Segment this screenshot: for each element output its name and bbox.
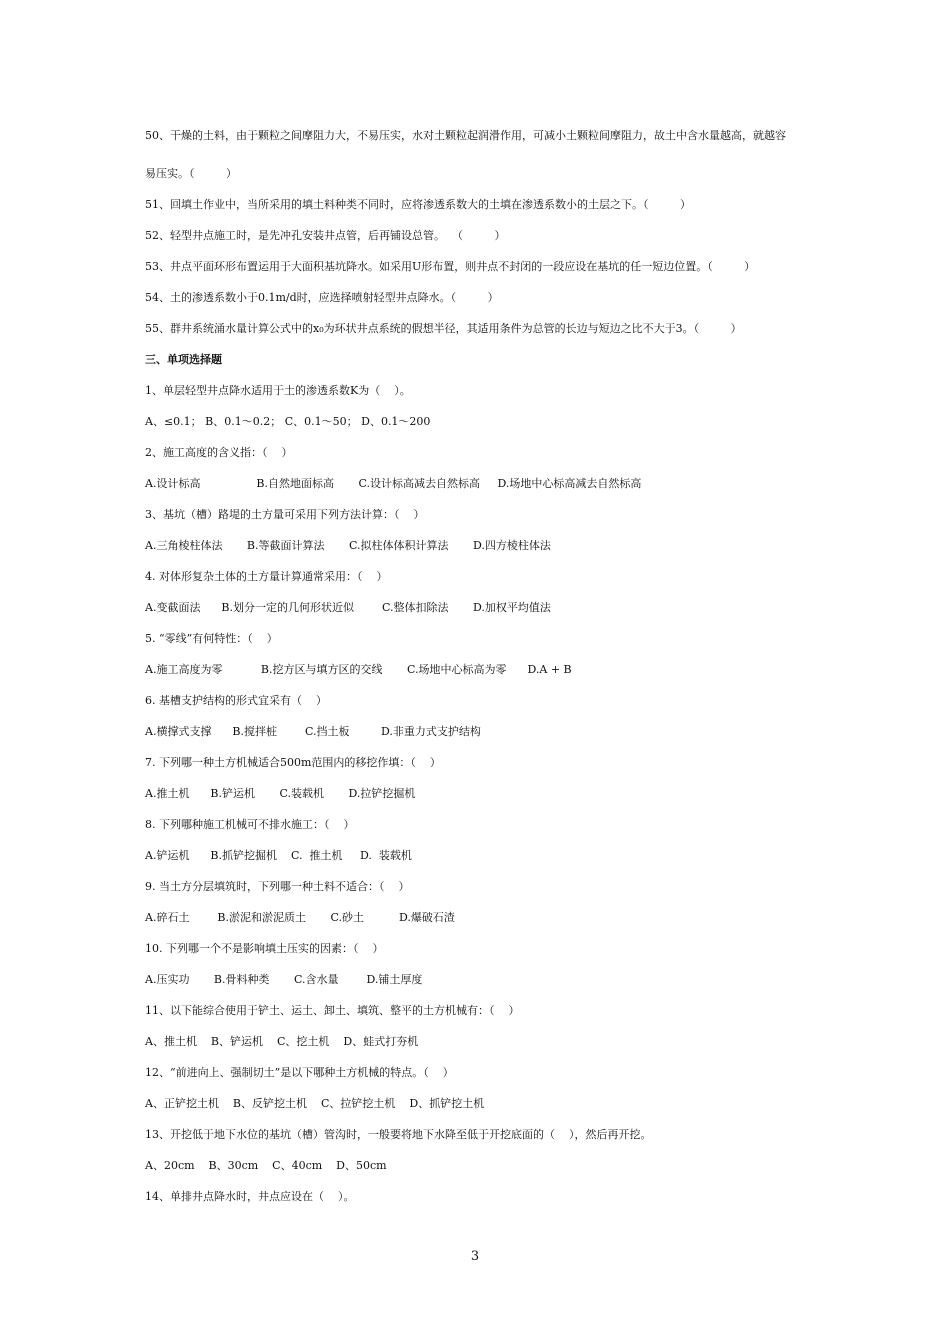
question-50-line-1: 50、干燥的土料，由于颗粒之间摩阻力大，不易压实，水对土颗粒起润滑作用，可减小土颗粒间摩阻力，故土中含水量越高，就越容 [145, 129, 786, 142]
question-52: 52、轻型井点施工时，是先冲孔安装井点管，后再铺设总管。 （ ） [145, 229, 506, 242]
question-55: 55、群井系统涌水量计算公式中的x₀为环状井点系统的假想半径，其适用条件为总管的长边与短边之比不大于3。（ ） [145, 322, 742, 335]
mc-question-11: 11、以下能综合使用于铲土、运土、卸土、填筑、整平的土方机械有：（ ） [145, 1004, 520, 1017]
mc-question-2: 2、施工高度的含义指：（ ） [145, 446, 293, 459]
question-50-line-2: 易压实。（ ） [145, 167, 237, 180]
mc-question-7: 7. 下列哪一种土方机械适合500m范围内的移挖作填：（ ） [145, 756, 441, 769]
question-54: 54、土的渗透系数小于0.1m/d时，应选择喷射轻型井点降水。（ ） [145, 291, 499, 304]
mc-options-8: A.铲运机 B.抓铲挖掘机 C. 推土机 D. 装载机 [145, 849, 412, 862]
question-51: 51、回填土作业中，当所采用的填土料种类不同时，应将渗透系数大的土填在渗透系数小的土层之下。（ ） [145, 198, 691, 211]
mc-options-3: A.三角棱柱体法 B.等截面计算法 C.拟柱体体积计算法 D.四方棱柱体法 [145, 539, 551, 552]
mc-options-10: A.压实功 B.骨料种类 C.含水量 D.铺土厚度 [145, 973, 423, 986]
mc-question-4: 4. 对体形复杂土体的土方量计算通常采用：（ ） [145, 570, 388, 583]
section-heading: 三、单项选择题 [145, 353, 222, 366]
mc-question-9: 9. 当土方分层填筑时，下列哪一种土料不适合：（ ） [145, 880, 410, 893]
mc-options-11: A、推土机 B、铲运机 C、挖土机 D、蛙式打夯机 [145, 1035, 419, 1048]
mc-options-6: A.横撑式支撑 B.搅拌桩 C.挡土板 D.非重力式支护结构 [145, 725, 481, 738]
mc-options-2: A.设计标高 B.自然地面标高 C.设计标高减去自然标高 D.场地中心标高减去自然标高 [145, 477, 642, 490]
mc-options-7: A.推土机 B.铲运机 C.装载机 D.拉铲挖掘机 [145, 787, 416, 800]
mc-options-5: A.施工高度为零 B.挖方区与填方区的交线 C.场地中心标高为零 D.A + B [145, 663, 572, 676]
question-53: 53、井点平面环形布置运用于大面积基坑降水。如采用U形布置，则井点不封闭的一段应设在基坑的任一短边位置。（ ） [145, 260, 756, 273]
mc-options-12: A、正铲挖土机 B、反铲挖土机 C、拉铲挖土机 D、抓铲挖土机 [145, 1097, 485, 1110]
mc-question-5: 5. “零线”有何特性：（ ） [145, 632, 278, 645]
mc-question-13: 13、开挖低于地下水位的基坑（槽）管沟时，一般要将地下水降至低于开挖底面的（ ），然后再开挖。 [145, 1128, 652, 1141]
mc-options-9: A.碎石土 B.淤泥和淤泥质土 C.砂土 D.爆破石渣 [145, 911, 455, 924]
mc-question-1: 1、单层轻型井点降水适用于土的渗透系数K为（ ）。 [145, 384, 411, 397]
mc-question-3: 3、基坑（槽）路堤的土方量可采用下列方法计算：（ ） [145, 508, 425, 521]
mc-options-4: A.变截面法 B.划分一定的几何形状近似 C.整体扣除法 D.加权平均值法 [145, 601, 551, 614]
mc-question-6: 6. 基槽支护结构的形式宜采有（ ） [145, 694, 327, 707]
mc-options-1: A、≤0.1； B、0.1～0.2； C、0.1～50； D、0.1～200 [145, 415, 431, 428]
mc-options-13: A、20cm B、30cm C、40cm D、50cm [145, 1159, 387, 1172]
mc-question-8: 8. 下列哪种施工机械可不排水施工：（ ） [145, 818, 355, 831]
page-number: 3 [470, 1249, 480, 1264]
mc-question-10: 10. 下列哪一个不是影响填土压实的因素：（ ） [145, 942, 384, 955]
mc-question-14: 14、单排井点降水时，井点应设在（ ）。 [145, 1190, 355, 1203]
mc-question-12: 12、“前进向上、强制切土”是以下哪种土方机械的特点。（ ） [145, 1066, 454, 1079]
